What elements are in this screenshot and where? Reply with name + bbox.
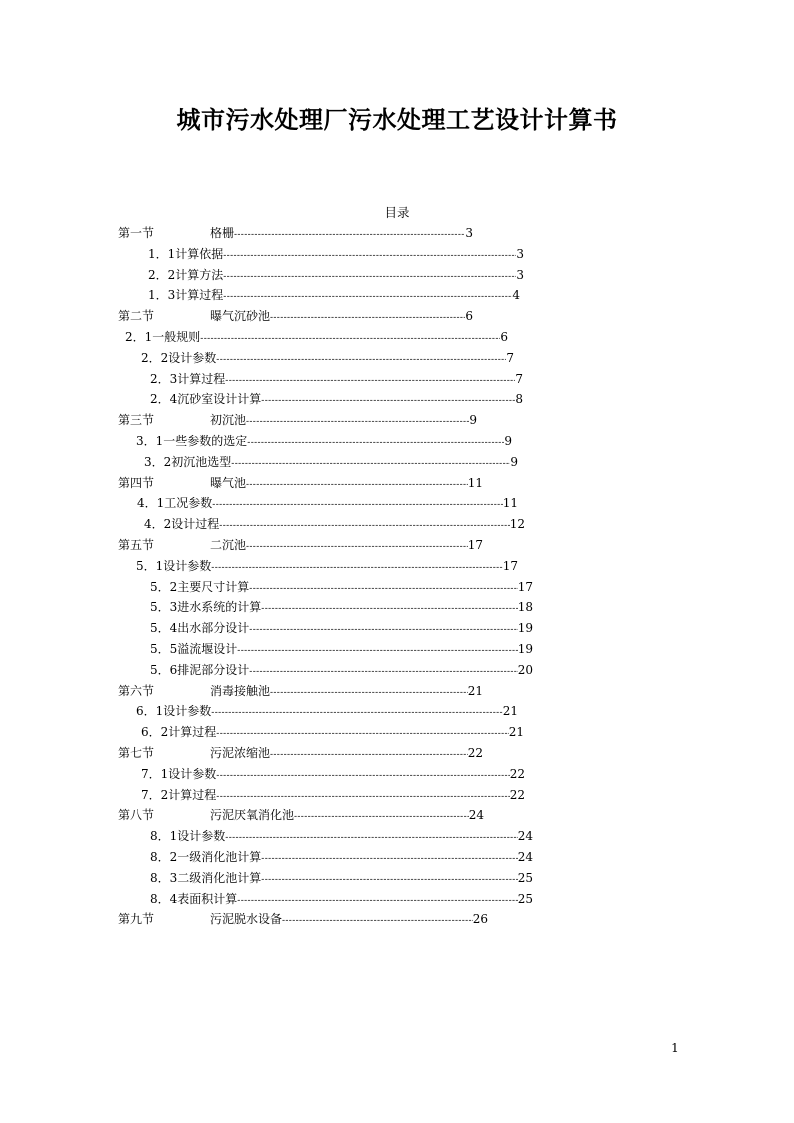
toc-dot-leader bbox=[261, 599, 517, 619]
toc-entry-label: 初沉池 bbox=[210, 413, 247, 428]
toc-entry-label: 2计算方法 bbox=[167, 267, 224, 282]
toc-section-row[interactable] bbox=[118, 306, 473, 326]
toc-entry-number: 1．3 bbox=[148, 288, 176, 303]
toc-dot-leader bbox=[216, 766, 509, 786]
toc-page-number: 11 bbox=[467, 475, 483, 490]
toc-entry-label: 沉砂室设计计算 bbox=[177, 392, 262, 407]
toc-dot-leader bbox=[223, 267, 516, 287]
toc-dot-leader bbox=[270, 683, 468, 703]
toc-entry-number: 第四节 bbox=[118, 475, 155, 490]
toc-entry-number: 2． bbox=[148, 267, 168, 282]
toc-entry-number: 2．2 bbox=[141, 350, 169, 365]
toc-entry-number: 4．2 bbox=[144, 517, 172, 532]
toc-heading: 目录 bbox=[384, 205, 410, 220]
toc-entry-number: 3．1 bbox=[136, 434, 164, 448]
toc-subsection-row[interactable] bbox=[148, 265, 524, 285]
toc-page-number: 3 bbox=[516, 267, 524, 282]
toc-section-row[interactable] bbox=[118, 681, 483, 701]
toc-entry-number: 第七节 bbox=[118, 746, 155, 760]
toc-subsection-row[interactable] bbox=[150, 597, 533, 617]
toc-page-number: 24 bbox=[517, 829, 533, 844]
toc-section-row[interactable] bbox=[118, 805, 484, 825]
toc-subsection-row[interactable] bbox=[141, 722, 524, 742]
toc-dot-leader bbox=[216, 350, 506, 370]
toc-entry-label: 污泥浓缩池 bbox=[210, 746, 271, 760]
toc-page-number: 8 bbox=[515, 392, 523, 407]
toc-page-number: 3 bbox=[465, 226, 473, 240]
toc-entry-number: 2．1 bbox=[125, 330, 153, 344]
toc-section-row[interactable] bbox=[118, 535, 483, 555]
toc-page-number: 4 bbox=[512, 288, 520, 303]
toc-entry-label: 设计参数 bbox=[168, 766, 217, 781]
toc-subsection-row[interactable] bbox=[150, 639, 533, 659]
toc-dot-leader bbox=[225, 828, 517, 848]
toc-dot-leader bbox=[270, 308, 465, 328]
toc-subsection-row[interactable] bbox=[148, 244, 524, 264]
toc-entry-label: 一般规则 bbox=[152, 330, 201, 344]
toc-page-number: 21 bbox=[502, 704, 518, 719]
toc-dot-leader bbox=[200, 329, 500, 349]
toc-page-number: 17 bbox=[467, 538, 483, 552]
toc-dot-leader bbox=[282, 911, 473, 931]
toc-page-number: 17 bbox=[502, 558, 518, 573]
toc-section-row[interactable] bbox=[118, 473, 483, 493]
toc-subsection-row[interactable] bbox=[150, 847, 533, 867]
toc-page-number: 9 bbox=[504, 434, 512, 448]
toc-subsection-row[interactable] bbox=[125, 327, 508, 347]
toc-dot-leader bbox=[249, 579, 517, 599]
toc-subsection-row[interactable] bbox=[150, 369, 523, 389]
toc-subsection-row[interactable] bbox=[141, 785, 525, 805]
toc-section-row[interactable] bbox=[118, 410, 477, 430]
toc-entry-label: 设计参数 bbox=[168, 350, 217, 365]
toc-entry-number: 5．5 bbox=[150, 642, 178, 656]
toc-page-number: 26 bbox=[472, 912, 488, 927]
toc-entry-label: 污泥脱水设备 bbox=[210, 912, 283, 927]
toc-page-number: 19 bbox=[517, 642, 533, 656]
toc-entry-number: 7．2 bbox=[141, 787, 169, 802]
toc-page-number: 18 bbox=[517, 600, 533, 615]
toc-entry-number: 5．3 bbox=[150, 600, 178, 615]
toc-dot-leader bbox=[246, 475, 468, 495]
document-title: 城市污水处理厂污水处理工艺设计计算书 bbox=[176, 105, 618, 134]
toc-section-row[interactable] bbox=[118, 743, 483, 763]
toc-dot-leader bbox=[237, 891, 517, 911]
toc-dot-leader bbox=[231, 454, 510, 474]
toc-section-row[interactable] bbox=[118, 909, 488, 929]
toc-entry-number: 第九节 bbox=[118, 912, 155, 927]
toc-entry-number: 5．1 bbox=[136, 558, 164, 573]
toc-entry-number: 第八节 bbox=[118, 808, 155, 823]
toc-page-number: 11 bbox=[502, 496, 518, 511]
toc-entry-number: 第六节 bbox=[118, 683, 155, 698]
toc-entry-number: 8．4 bbox=[150, 891, 178, 906]
toc-page-number: 7 bbox=[506, 350, 514, 365]
toc-entry-label: 一级消化池计算 bbox=[177, 850, 262, 864]
toc-entry-label: 主要尺寸计算 bbox=[177, 579, 250, 594]
toc-entry-label: 设计参数 bbox=[177, 829, 226, 844]
toc-dot-leader bbox=[216, 724, 508, 744]
toc-dot-leader bbox=[246, 537, 468, 557]
toc-entry-number: 6．1 bbox=[136, 704, 164, 719]
toc-entry-label: 曝气沉砂池 bbox=[210, 309, 271, 324]
toc-entry-label: 格栅 bbox=[210, 226, 235, 240]
toc-dot-leader bbox=[261, 849, 517, 869]
toc-dot-leader bbox=[261, 391, 515, 411]
toc-page-number: 6 bbox=[465, 309, 473, 324]
toc-subsection-row[interactable] bbox=[136, 431, 512, 451]
toc-page-number: 25 bbox=[517, 870, 533, 885]
toc-subsection-row[interactable] bbox=[144, 514, 525, 534]
toc-dot-leader bbox=[216, 787, 509, 807]
toc-entry-label: 二沉池 bbox=[210, 538, 247, 552]
toc-entry-number: 8．1 bbox=[150, 829, 178, 844]
toc-dot-leader bbox=[211, 558, 502, 578]
toc-page-number: 24 bbox=[517, 850, 533, 864]
toc-dot-leader bbox=[249, 620, 517, 640]
toc-entry-number: 2．3 bbox=[150, 371, 178, 386]
toc-dot-leader bbox=[223, 287, 512, 307]
toc-page-number: 22 bbox=[467, 746, 483, 760]
toc-entry-label: 设计参数 bbox=[163, 704, 212, 719]
toc-entry-number: 2．4 bbox=[150, 392, 178, 407]
toc-entry-number: 6．2 bbox=[141, 725, 169, 740]
toc-entry-label: 一些参数的选定 bbox=[163, 434, 248, 448]
toc-subsection-row[interactable] bbox=[144, 452, 518, 472]
toc-page-number: 25 bbox=[517, 891, 533, 906]
toc-page-number: 17 bbox=[517, 579, 533, 594]
toc-entry-label: 消毒接触池 bbox=[210, 683, 271, 698]
toc-entry-label: 初沉池选型 bbox=[171, 454, 232, 469]
toc-page-number: 12 bbox=[509, 517, 525, 532]
toc-page-number: 9 bbox=[510, 454, 518, 469]
toc-entry-label: 工况参数 bbox=[164, 496, 213, 511]
toc-entry-label: 计算过程 bbox=[177, 371, 226, 386]
toc-subsection-row[interactable] bbox=[150, 389, 523, 409]
toc-subsection-row[interactable] bbox=[136, 701, 518, 721]
toc-entry-number: 8．2 bbox=[150, 850, 178, 864]
toc-dot-leader bbox=[294, 807, 469, 827]
toc-entry-number: 4．1 bbox=[137, 496, 165, 511]
toc-entry-number: 5．2 bbox=[150, 579, 178, 594]
toc-section-row[interactable] bbox=[118, 223, 473, 243]
toc-dot-leader bbox=[249, 662, 517, 682]
page-number: 1 bbox=[671, 1041, 679, 1055]
toc-dot-leader bbox=[211, 703, 502, 723]
toc-entry-label: 进水系统的计算 bbox=[177, 600, 262, 615]
toc-entry-label: 1计算依据 bbox=[167, 246, 224, 261]
toc-entry-label: 表面积计算 bbox=[177, 891, 238, 906]
toc-entry-label: 污泥厌氧消化池 bbox=[210, 808, 295, 823]
toc-entry-number: 5．6 bbox=[150, 662, 178, 677]
toc-entry-label: 出水部分设计 bbox=[177, 621, 250, 636]
toc-subsection-row[interactable] bbox=[150, 660, 533, 680]
toc-subsection-row[interactable] bbox=[148, 285, 520, 305]
toc-entry-number: 7．1 bbox=[141, 766, 169, 781]
toc-subsection-row[interactable] bbox=[150, 826, 533, 846]
toc-entry-number: 第五节 bbox=[118, 538, 155, 552]
toc-entry-label: 计算过程 bbox=[168, 787, 217, 802]
toc-entry-label: 设计过程 bbox=[171, 517, 220, 532]
toc-subsection-row[interactable] bbox=[150, 618, 533, 638]
toc-page-number: 9 bbox=[469, 413, 477, 428]
toc-subsection-row[interactable] bbox=[150, 868, 533, 888]
toc-entry-number: 5．4 bbox=[150, 621, 178, 636]
toc-page-number: 20 bbox=[517, 662, 533, 677]
toc-entry-label: 溢流堰设计 bbox=[177, 642, 238, 656]
toc-subsection-row[interactable] bbox=[150, 889, 533, 909]
toc-entry-label: 曝气池 bbox=[210, 475, 247, 490]
toc-page-number: 19 bbox=[517, 621, 533, 636]
toc-entry-number: 第一节 bbox=[118, 226, 155, 240]
toc-entry-number: 1． bbox=[148, 246, 168, 261]
toc-entry-label: 计算过程 bbox=[168, 725, 217, 740]
toc-entry-number: 第三节 bbox=[118, 413, 155, 428]
toc-page-number: 21 bbox=[467, 683, 483, 698]
toc-page-number: 21 bbox=[508, 725, 524, 740]
toc-page-number: 24 bbox=[468, 808, 484, 823]
toc-dot-leader bbox=[219, 516, 509, 536]
toc-subsection-row[interactable] bbox=[150, 577, 533, 597]
toc-dot-leader bbox=[223, 246, 516, 266]
toc-dot-leader bbox=[247, 433, 504, 453]
toc-page-number: 22 bbox=[509, 787, 525, 802]
toc-dot-leader bbox=[212, 495, 502, 515]
toc-dot-leader bbox=[261, 870, 517, 890]
toc-entry-label: 计算过程 bbox=[175, 288, 224, 303]
toc-entry-number: 3．2 bbox=[144, 454, 172, 469]
toc-page-number: 7 bbox=[515, 371, 523, 386]
toc-entry-number: 8．3 bbox=[150, 870, 178, 885]
toc-entry-label: 设计参数 bbox=[163, 558, 212, 573]
toc-entry-label: 二级消化池计算 bbox=[177, 870, 262, 885]
toc-dot-leader bbox=[246, 412, 469, 432]
toc-subsection-row[interactable] bbox=[141, 764, 525, 784]
toc-dot-leader bbox=[225, 371, 515, 391]
toc-page-number: 22 bbox=[509, 766, 525, 781]
toc-entry-label: 排泥部分设计 bbox=[177, 662, 250, 677]
toc-dot-leader bbox=[234, 225, 465, 245]
toc-subsection-row[interactable] bbox=[136, 556, 518, 576]
toc-page-number: 6 bbox=[500, 330, 508, 344]
toc-subsection-row[interactable] bbox=[137, 493, 518, 513]
toc-dot-leader bbox=[237, 641, 517, 661]
toc-dot-leader bbox=[270, 745, 468, 765]
toc-subsection-row[interactable] bbox=[141, 348, 514, 368]
toc-entry-number: 第二节 bbox=[118, 309, 155, 324]
toc-page-number: 3 bbox=[516, 246, 524, 261]
